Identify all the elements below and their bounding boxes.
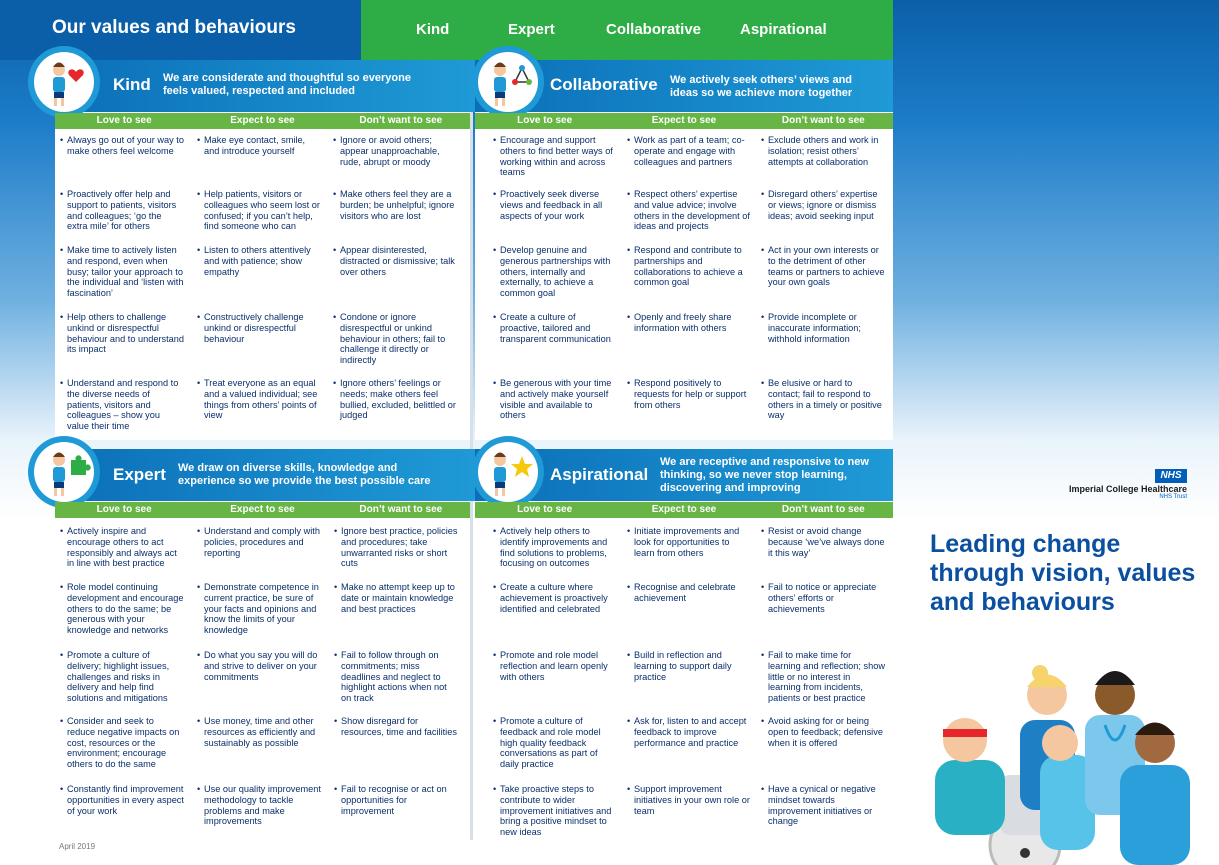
aspirational-expect-5: • Support improvement initiatives in your own role or team	[627, 784, 751, 816]
aspirational-love-3: • Promote and role model reflection and learn openly with others	[493, 650, 617, 682]
column-expect: Expect to see	[230, 115, 295, 126]
kind-column-headers	[55, 113, 470, 129]
expert-dont-2: • Make no attempt keep up to date or maintain knowledge and best practices	[334, 582, 458, 614]
expert-love-2: • Role model continuing development and encourage others to do the same; be generous with your knowledge and networks	[60, 582, 184, 636]
column-love: Love to see	[517, 504, 573, 515]
aspirational-love-5: • Take proactive steps to contribute to wider improvement initiatives and bring a positive mindset to new ideas	[493, 784, 617, 838]
expert-dont-3: • Fail to follow through on commitments; miss deadlines and neglect to highlight actions when not on track	[334, 650, 458, 704]
person-puzzle-icon	[34, 442, 94, 502]
expert-dont-5: • Fail to recognise or act on opportunities for improvement	[334, 784, 458, 816]
expert-column-headers	[55, 502, 470, 518]
headline: Leading change through vision, values and behaviours	[930, 530, 1196, 616]
collaborative-title: Collaborative	[550, 75, 658, 94]
collaborative-love-5: • Be generous with your time and actively make yourself visible and available to others	[493, 378, 617, 421]
kind-love-5: • Understand and respond to the diverse needs of patients, visitors and colleagues – show you value their time	[60, 378, 184, 432]
aspirational-expect-4: • Ask for, listen to and accept feedback to improve performance and practice	[627, 716, 751, 748]
kind-dont-4: • Condone or ignore disrespectful or unkind behaviour in others; fail to challenge it directly or indirectly	[333, 312, 457, 366]
expert-title: Expert	[113, 465, 166, 484]
kind-love-1: • Always go out of your way to make others feel welcome	[60, 135, 184, 157]
aspirational-expect-1: • Initiate improvements and look for opportunities to learn from others	[627, 526, 751, 558]
collaborative-description: We actively seek others’ views and ideas so we achieve more together	[670, 74, 853, 99]
tab-kind[interactable]: Kind	[416, 21, 450, 38]
expert-icon-badge	[28, 436, 100, 508]
kind-love-3: • Make time to actively listen and respond, even when busy; tailor your approach to the individual and ‘listen with fascination’	[60, 245, 184, 299]
collaborative-love-1: • Encourage and support others to find better ways of working within and across teams	[493, 135, 617, 178]
aspirational-dont-4: • Avoid asking for or being open to feedback; defensive when it is offered	[761, 716, 885, 748]
aspirational-dont-1: • Resist or avoid change because ‘we’ve always done it this way’	[761, 526, 885, 558]
column-dont: Don’t want to see	[359, 504, 443, 515]
kind-expect-1: • Make eye contact, smile, and introduce yourself	[197, 135, 321, 157]
collaborative-expect-4: • Openly and freely share information with others	[627, 312, 751, 334]
expert-expect-1: • Understand and comply with policies, procedures and reporting	[197, 526, 321, 558]
expert-love-5: • Constantly find improvement opportunities in every aspect of your work	[60, 784, 184, 816]
aspirational-column-headers	[475, 502, 893, 518]
expert-love-3: • Promote a culture of delivery; highlight issues, challenges and risks in delivery and help find solutions and mitigations	[60, 650, 184, 704]
aspirational-love-2: • Create a culture where achievement is proactively identified and celebrated	[493, 582, 617, 614]
organisation-name: Imperial College Healthcare	[1068, 484, 1187, 494]
kind-love-4: • Help others to challenge unkind or disrespectful behaviour and to understand its impact	[60, 312, 184, 355]
collaborative-expect-1: • Work as part of a team; co-operate and engage with colleagues and partners	[627, 135, 751, 167]
collaborative-icon-badge	[472, 46, 544, 118]
kind-dont-3: • Appear disinterested, distracted or dismissive; talk over others	[333, 245, 457, 277]
aspirational-title: Aspirational	[550, 465, 649, 484]
column-dont: Don’t want to see	[781, 504, 865, 515]
page-title: Our values and behaviours	[52, 17, 296, 38]
expert-expect-5: • Use our quality improvement methodology to tackle problems and make improvements	[197, 784, 321, 827]
expert-love-4: • Consider and seek to reduce negative impacts on cost, resources or the environment; encourage others to do the same	[60, 716, 184, 770]
expert-expect-3: • Do what you say you will do and strive to deliver on your commitments	[197, 650, 321, 682]
kind-dont-2: • Make others feel they are a burden; be unhelpful; ignore visitors who are lost	[333, 189, 457, 221]
aspirational-love-4: • Promote a culture of feedback and role model high quality feedback conversations as part of daily practice	[493, 716, 617, 770]
collaborative-love-4: • Create a culture of proactive, tailored and transparent communication	[493, 312, 617, 344]
footer-date: April 2019	[59, 842, 96, 851]
aspirational-dont-5: • Have a cynical or negative mindset towards improvement initiatives or change	[761, 784, 885, 827]
column-love: Love to see	[517, 115, 573, 126]
collaborative-love-2: • Proactively seek diverse views and feedback in all aspects of your work	[493, 189, 617, 221]
column-dont: Don’t want to see	[359, 115, 443, 126]
collaborative-expect-3: • Respond and contribute to partnerships and collaborations to achieve a common goal	[627, 245, 751, 288]
kind-expect-5: • Treat everyone as an equal and a valued individual; see things from others’ points of view	[197, 378, 321, 421]
column-love: Love to see	[96, 504, 152, 515]
collaborative-dont-4: • Provide incomplete or inaccurate information; withhold information	[761, 312, 885, 344]
kind-expect-4: • Constructively challenge unkind or disrespectful behaviour	[197, 312, 321, 344]
aspirational-dont-2: • Fail to notice or appreciate others’ efforts or achievements	[761, 582, 885, 614]
column-expect: Expect to see	[651, 115, 717, 126]
expert-love-1: • Actively inspire and encourage others to act responsibly and always act in line with best practice	[60, 526, 184, 569]
tab-aspirational[interactable]: Aspirational	[740, 21, 827, 38]
aspirational-description: We are receptive and responsive to new thinking, so we never stop learning, discovering and improving	[660, 456, 869, 494]
expert-expect-4: • Use money, time and other resources as efficiently and sustainably as possible	[197, 716, 321, 748]
expert-description: We draw on diverse skills, knowledge and experience so we provide the best possible care	[178, 462, 431, 487]
collaborative-expect-5: • Respond positively to requests for help or support from others	[627, 378, 751, 410]
tab-expert[interactable]: Expert	[508, 21, 555, 38]
person-heart-icon	[34, 52, 94, 112]
collaborative-expect-2: • Respect others’ expertise and value advice; involve others in the development of ideas and projects	[627, 189, 751, 232]
aspirational-icon-badge	[472, 436, 544, 508]
collaborative-dont-5: • Be elusive or hard to contact; fail to respond to others in a timely or positive way	[761, 378, 885, 421]
collaborative-column-headers	[475, 113, 893, 129]
kind-title: Kind	[113, 75, 151, 94]
kind-description: We are considerate and thoughtful so everyone feels valued, respected and included	[163, 72, 411, 97]
staff-group-illustration	[915, 665, 1205, 865]
aspirational-expect-2: • Recognise and celebrate achievement	[627, 582, 751, 604]
kind-expect-3: • Listen to others attentively and with patience; show empathy	[197, 245, 321, 277]
tab-collaborative[interactable]: Collaborative	[606, 21, 702, 38]
aspirational-love-1: • Actively help others to identify improvements and find solutions to problems, focusing on outcomes	[493, 526, 617, 569]
expert-dont-1: • Ignore best practice, policies and procedures; take unwarranted risks or short cuts	[334, 526, 458, 569]
collaborative-dont-3: • Act in your own interests or to the detriment of other teams or partners to achieve your own goals	[761, 245, 885, 288]
kind-icon-badge	[28, 46, 100, 118]
kind-dont-5: • Ignore others’ feelings or needs; make others feel bullied, excluded, belittled or judged	[333, 378, 457, 421]
kind-love-2: • Proactively offer help and support to patients, visitors and colleagues; ‘go the extra mile’ for others	[60, 189, 184, 232]
organisation-subtitle: NHS Trust	[1159, 494, 1187, 500]
nhs-logo: NHS	[1155, 469, 1187, 483]
kind-expect-2: • Help patients, visitors or colleagues who seem lost or confused; if you can’t help, find someone who can	[197, 189, 321, 232]
column-love: Love to see	[96, 115, 152, 126]
person-star-icon	[478, 442, 538, 502]
expert-dont-4: • Show disregard for resources, time and facilities	[334, 716, 458, 738]
aspirational-expect-3: • Build in reflection and learning to support daily practice	[627, 650, 751, 682]
column-dont: Don’t want to see	[781, 115, 865, 126]
collaborative-dont-1: • Exclude others and work in isolation; resist others’ attempts at collaboration	[761, 135, 885, 167]
column-expect: Expect to see	[230, 504, 295, 515]
kind-dont-1: • Ignore or avoid others; appear unapproachable, rude, abrupt or moody	[333, 135, 457, 167]
aspirational-dont-3: • Fail to make time for learning and reflection; show little or no interest in learning from incidents, patients or best practice	[761, 650, 885, 704]
collaborative-love-3: • Develop genuine and generous partnerships with others, internally and externally, to achieve a common goal	[493, 245, 617, 299]
person-network-icon	[478, 52, 538, 112]
expert-expect-2: • Demonstrate competence in current practice, be sure of your facts and opinions and know the limits of your knowledge	[197, 582, 321, 636]
column-expect: Expect to see	[651, 504, 717, 515]
collaborative-dont-2: • Disregard others’ expertise or views; ignore or dismiss ideas; avoid seeking input	[761, 189, 885, 221]
